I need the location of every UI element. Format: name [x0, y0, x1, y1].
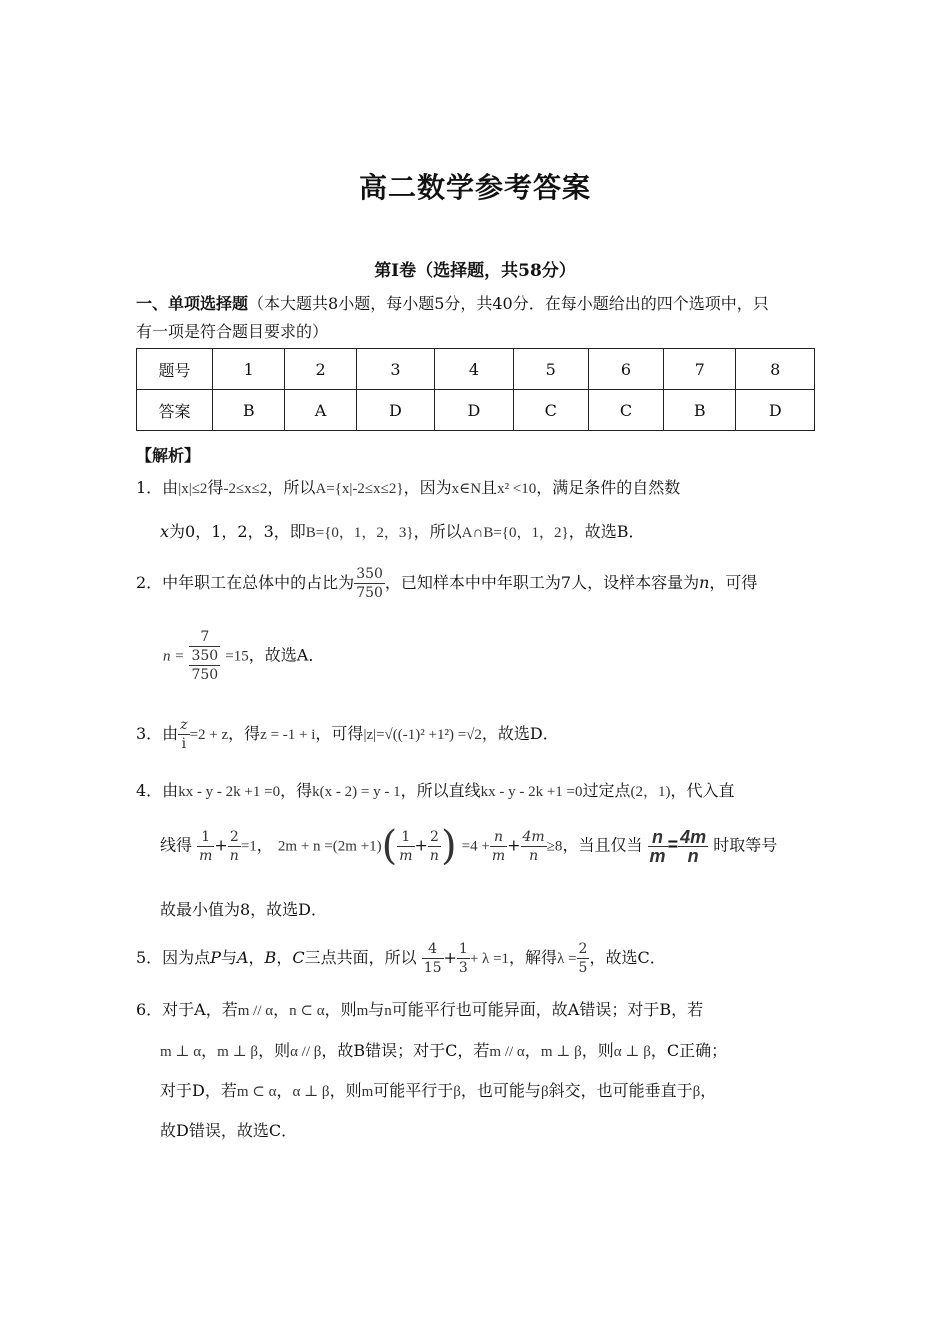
- q1-text: ，所以: [413, 522, 462, 541]
- table-cell: 4: [435, 349, 513, 390]
- right-paren-icon: ): [440, 823, 457, 869]
- q6-text: ，故B错误；对于C，若: [321, 1041, 490, 1060]
- table-row-label: 答案: [137, 390, 213, 431]
- q6-math: m ⊥ β: [217, 1044, 259, 1060]
- q6-text: 斜交，也可能垂直于: [548, 1081, 693, 1100]
- q1-math: A∩B={0，1，2}: [461, 525, 569, 541]
- q6-text: ，则: [329, 1081, 362, 1100]
- q5-text: 5．因为点: [136, 948, 211, 967]
- q2-math: n =: [163, 648, 185, 665]
- q5-fraction: $\frac{4}{15}$: [423, 941, 442, 976]
- q4-line2: 线得 $\frac{1}{m}$ + $\frac{2}{n}$ =1， 2m + n =(2m +1)( $\frac{1}{m}$ + $\frac{2}{n}$ ) =4 + $\frac{n}{m}$ + $\frac{4m}{n}$ ≥8，当且仅当 $\frac{n}{m}$ = $\frac{4m}{n}$ 时取等号: [160, 823, 778, 869]
- q6-text: ，C正确；: [650, 1041, 728, 1060]
- q6-text: ，则: [324, 1000, 357, 1019]
- q4-math: kx - y - 2k +1 =0: [480, 784, 583, 800]
- q2-var-n: n: [699, 573, 710, 592]
- q2-text: ，可得: [709, 573, 758, 592]
- q2-math: =15: [225, 648, 249, 665]
- table-cell: 5: [513, 349, 588, 390]
- q4-fraction-bold: $\frac{n}{m}$: [649, 826, 666, 866]
- q3-math: z = -1 + i: [260, 727, 316, 743]
- q6-text: 可能平行也可能异面，故A错误；对于B，若: [391, 1000, 704, 1019]
- q5-text: ，故选C．: [589, 948, 666, 967]
- q4-text: ，代入直: [670, 781, 735, 800]
- q5-text: ，解得: [509, 948, 558, 967]
- table-cell: C: [513, 390, 588, 431]
- q1-math: x² <10: [497, 481, 537, 497]
- q1-math: x∈N: [451, 481, 482, 497]
- q3-math: |z|=√((-1)² +1²) =√2: [363, 727, 482, 743]
- q5-text: 三点共面，所以: [304, 948, 417, 967]
- q6-text: 与: [368, 1000, 385, 1019]
- q4-fraction: $\frac{1}{m}$: [399, 828, 413, 864]
- q6-math: β: [453, 1084, 461, 1100]
- q6-math: n: [384, 1003, 392, 1019]
- q6-math: m ⊥ β: [540, 1044, 582, 1060]
- q1-text: ，满足条件的自然数: [536, 478, 681, 497]
- q1-math: B={0，1，2，3}: [305, 525, 414, 541]
- table-row: [137, 390, 815, 431]
- q4-fraction: $\frac{2}{n}$: [429, 828, 439, 864]
- q4-fraction: $\frac{2}{n}$: [229, 828, 239, 864]
- q4-text: ，得: [280, 781, 313, 800]
- q6-math: m // α: [237, 1003, 274, 1019]
- table-cell: 8: [736, 349, 815, 390]
- q4-text: 4．由: [136, 781, 179, 800]
- q4-equals: =: [667, 834, 679, 855]
- q4-text: ，: [256, 835, 273, 855]
- q5-line1: 5．因为点P与A，B，C三点共面，所以 $\frac{4}{15}$ + $\frac{1}{3}$ + λ =1，解得λ = $\frac{2}{5}$ ，故选C．: [136, 941, 666, 976]
- q4-text: ，所以直线: [400, 781, 481, 800]
- part1-heading: 一、单项选择题: [136, 294, 249, 313]
- q3-text: 3．由: [136, 724, 179, 743]
- q5-var: P: [210, 948, 221, 967]
- q4-math: (2，1): [630, 784, 671, 800]
- q6-math: n ⊂ α: [289, 1003, 325, 1019]
- q6-math: α ⊥ β: [292, 1084, 330, 1100]
- table-cell: C: [588, 390, 663, 431]
- q2-line1: [136, 565, 757, 602]
- q1-text: ，所以: [267, 478, 316, 497]
- q5-math: + λ =1: [469, 951, 510, 967]
- q6-math: m: [356, 1003, 369, 1019]
- table-cell: 7: [664, 349, 736, 390]
- q1-text: 1．由: [136, 478, 179, 497]
- table-cell: A: [285, 390, 356, 431]
- q1-text: 且: [481, 478, 498, 497]
- q4-line1: [136, 779, 735, 804]
- q4-text: 时取等号: [713, 835, 778, 855]
- table-cell: D: [356, 390, 434, 431]
- q2-text: 2．中年职工在总体中的占比为: [136, 573, 355, 592]
- q1-var-x: x: [160, 522, 170, 541]
- q6-math: β: [692, 1084, 701, 1100]
- q6-math: m ⊂ α: [236, 1084, 277, 1100]
- section-heading: 第Ⅰ卷（选择题，共58分）: [374, 261, 576, 281]
- q4-fraction: $\frac{1}{m}$: [199, 828, 213, 864]
- analysis-label: 【解析】: [136, 446, 201, 465]
- q3-text: ，可得: [315, 724, 364, 743]
- q5-fraction: $\frac{2}{5}$: [578, 941, 588, 976]
- q2-line2: [163, 628, 324, 684]
- q6-text: ，也可能与: [460, 1081, 541, 1100]
- q4-math: k(x - 2) = y - 1: [312, 784, 401, 800]
- q1-text: ，因为: [403, 478, 452, 497]
- q1-math: A={x|-2≤x≤2}: [315, 481, 404, 497]
- table-cell: D: [435, 390, 513, 431]
- q4-math: =4 +: [461, 838, 490, 855]
- q4-text: 线得: [160, 835, 193, 855]
- table-row-label: 题号: [137, 349, 213, 390]
- q1-text: 为0，1，2，3，即: [169, 522, 306, 541]
- q1-text: ，故选B．: [568, 522, 645, 541]
- q6-text: ，则: [581, 1041, 614, 1060]
- q6-math: m: [361, 1084, 374, 1100]
- q6-math: α // β: [290, 1044, 322, 1060]
- q3-fraction: $\frac{z}{i}$: [180, 717, 188, 752]
- q4-text: 过定点: [582, 781, 631, 800]
- table-cell: D: [736, 390, 815, 431]
- table-cell: 6: [588, 349, 663, 390]
- table-cell: B: [213, 390, 285, 431]
- q3-text: ，故选D．: [481, 724, 559, 743]
- q6-text: 对于D，若: [160, 1081, 237, 1100]
- q6-line4: 故D错误，故选C．: [160, 1121, 298, 1140]
- q5-var: C: [292, 948, 305, 967]
- q1-math: |x|≤2: [178, 481, 208, 497]
- q3-math: =2 + z: [189, 727, 229, 743]
- q4-text: ，当且仅当: [562, 835, 643, 855]
- q2-text: ，故选A．: [248, 645, 325, 665]
- table-cell: 1: [213, 349, 285, 390]
- answer-table: [136, 348, 815, 431]
- q6-text: ，则: [258, 1041, 291, 1060]
- part1-desc-line1: [136, 292, 769, 316]
- q2-complex-fraction: 7 350 750: [191, 629, 219, 683]
- q1-line2: [160, 520, 644, 545]
- page-title: 高二数学参考答案: [358, 171, 591, 204]
- q6-text: 可能平行于: [373, 1081, 454, 1100]
- q4-line3: 故最小值为8，故选D．: [160, 900, 328, 919]
- table-cell: 2: [285, 349, 356, 390]
- q6-line3: 对于D，若m ⊂ α，α ⊥ β，则m可能平行于β，也可能与β斜交，也可能垂直于β，: [160, 1081, 717, 1100]
- table-cell: 3: [356, 349, 434, 390]
- q5-var: A: [236, 948, 249, 967]
- q6-math: α ⊥ β: [613, 1044, 651, 1060]
- q6-math: β: [540, 1084, 549, 1100]
- q5-fraction: $\frac{1}{3}$: [458, 941, 468, 976]
- q5-math: λ =: [557, 951, 577, 967]
- table-cell: B: [664, 390, 736, 431]
- q4-math: kx - y - 2k +1 =0: [178, 784, 281, 800]
- left-paren-icon: (: [381, 823, 398, 869]
- q4-math: =1: [240, 838, 257, 855]
- q6-math: m // α: [489, 1044, 525, 1060]
- q6-line1: [136, 998, 703, 1023]
- table-row: [137, 349, 815, 390]
- q3-text: ，得: [228, 724, 261, 743]
- q2-fraction: $\frac{350}{750}$: [356, 566, 383, 601]
- q6-text: 6．对于A，若: [136, 1000, 238, 1019]
- q6-line2: m ⊥ α，m ⊥ β，则α // β，故B错误；对于C，若m // α，m ⊥ β，则α ⊥ β，C正确；: [160, 1041, 728, 1060]
- q6-text: ，: [273, 1000, 290, 1019]
- part1-desc1: （本大题共8小题，每小题5分，共40分．在每小题给出的四个选项中，只: [248, 294, 769, 313]
- q4-fraction-bold: $\frac{4m}{n}$: [680, 826, 707, 866]
- q1-text: 得: [207, 478, 224, 497]
- q4-math: ≥8: [546, 838, 563, 855]
- q4-fraction: $\frac{4m}{n}$: [522, 828, 545, 864]
- q5-var: B: [264, 948, 277, 967]
- q5-text: 与: [220, 948, 237, 967]
- q2-text: ，已知样本中中年职工为7人，设样本容量为: [384, 573, 700, 592]
- q4-fraction: $\frac{n}{m}$: [491, 828, 506, 864]
- q4-math: 2m + n =(2m +1): [277, 838, 382, 855]
- part1-desc-line2: 有一项是符合题目要求的）: [136, 322, 329, 341]
- q6-math: m ⊥ α: [160, 1044, 202, 1060]
- q1-math: -2≤x≤2: [223, 481, 268, 497]
- q1-line1: [136, 476, 680, 501]
- q3-line1: [136, 716, 559, 753]
